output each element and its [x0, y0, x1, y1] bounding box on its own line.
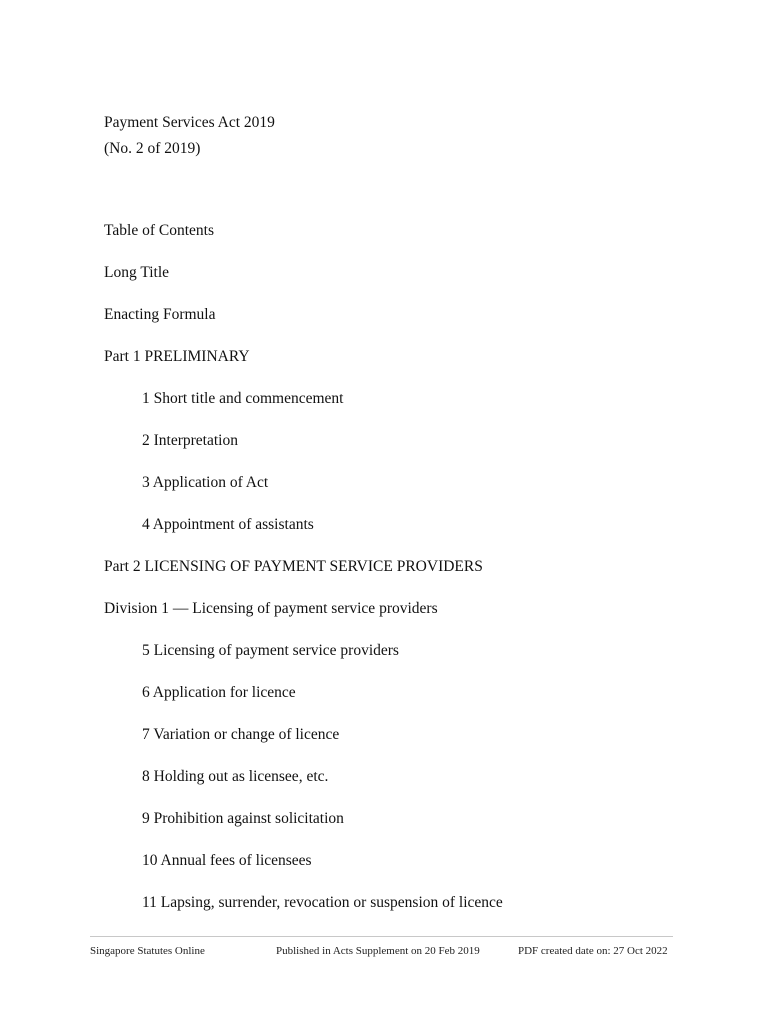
toc-entry-section-8[interactable]: 8 Holding out as licensee, etc.: [142, 768, 329, 785]
footer-created: PDF created date on: 27 Oct 2022: [518, 945, 668, 957]
toc-entry-section-11[interactable]: 11 Lapsing, surrender, revocation or suspension of licence: [142, 894, 503, 911]
toc-entry-section-7[interactable]: 7 Variation or change of licence: [142, 726, 340, 743]
toc-entry-section-1[interactable]: 1 Short title and commencement: [142, 390, 344, 407]
footer-divider: [90, 936, 673, 937]
toc-heading[interactable]: Table of Contents: [104, 222, 214, 239]
document-title: Payment Services Act 2019: [104, 114, 275, 131]
toc-entry-part-1[interactable]: Part 1 PRELIMINARY: [104, 348, 250, 365]
footer-published: Published in Acts Supplement on 20 Feb 2019: [276, 945, 480, 957]
toc-entry-section-5[interactable]: 5 Licensing of payment service providers: [142, 642, 399, 659]
toc-entry-section-6[interactable]: 6 Application for licence: [142, 684, 296, 701]
toc-entry-section-2[interactable]: 2 Interpretation: [142, 432, 238, 449]
document-title-block: [104, 110, 275, 162]
footer-source: Singapore Statutes Online: [90, 945, 205, 957]
toc-entry-section-10[interactable]: 10 Annual fees of licensees: [142, 852, 312, 869]
toc-entry-section-9[interactable]: 9 Prohibition against solicitation: [142, 810, 344, 827]
toc-entry-part-2[interactable]: Part 2 LICENSING OF PAYMENT SERVICE PROVIDERS: [104, 558, 483, 575]
toc-entry-enacting-formula[interactable]: Enacting Formula: [104, 306, 216, 323]
toc-entry-section-4[interactable]: 4 Appointment of assistants: [142, 516, 314, 533]
toc-entry-long-title[interactable]: Long Title: [104, 264, 170, 281]
toc-entry-division-1[interactable]: Division 1 — Licensing of payment service providers: [104, 600, 438, 617]
document-number: (No. 2 of 2019): [104, 140, 201, 157]
toc-entry-section-3[interactable]: 3 Application of Act: [142, 474, 269, 491]
